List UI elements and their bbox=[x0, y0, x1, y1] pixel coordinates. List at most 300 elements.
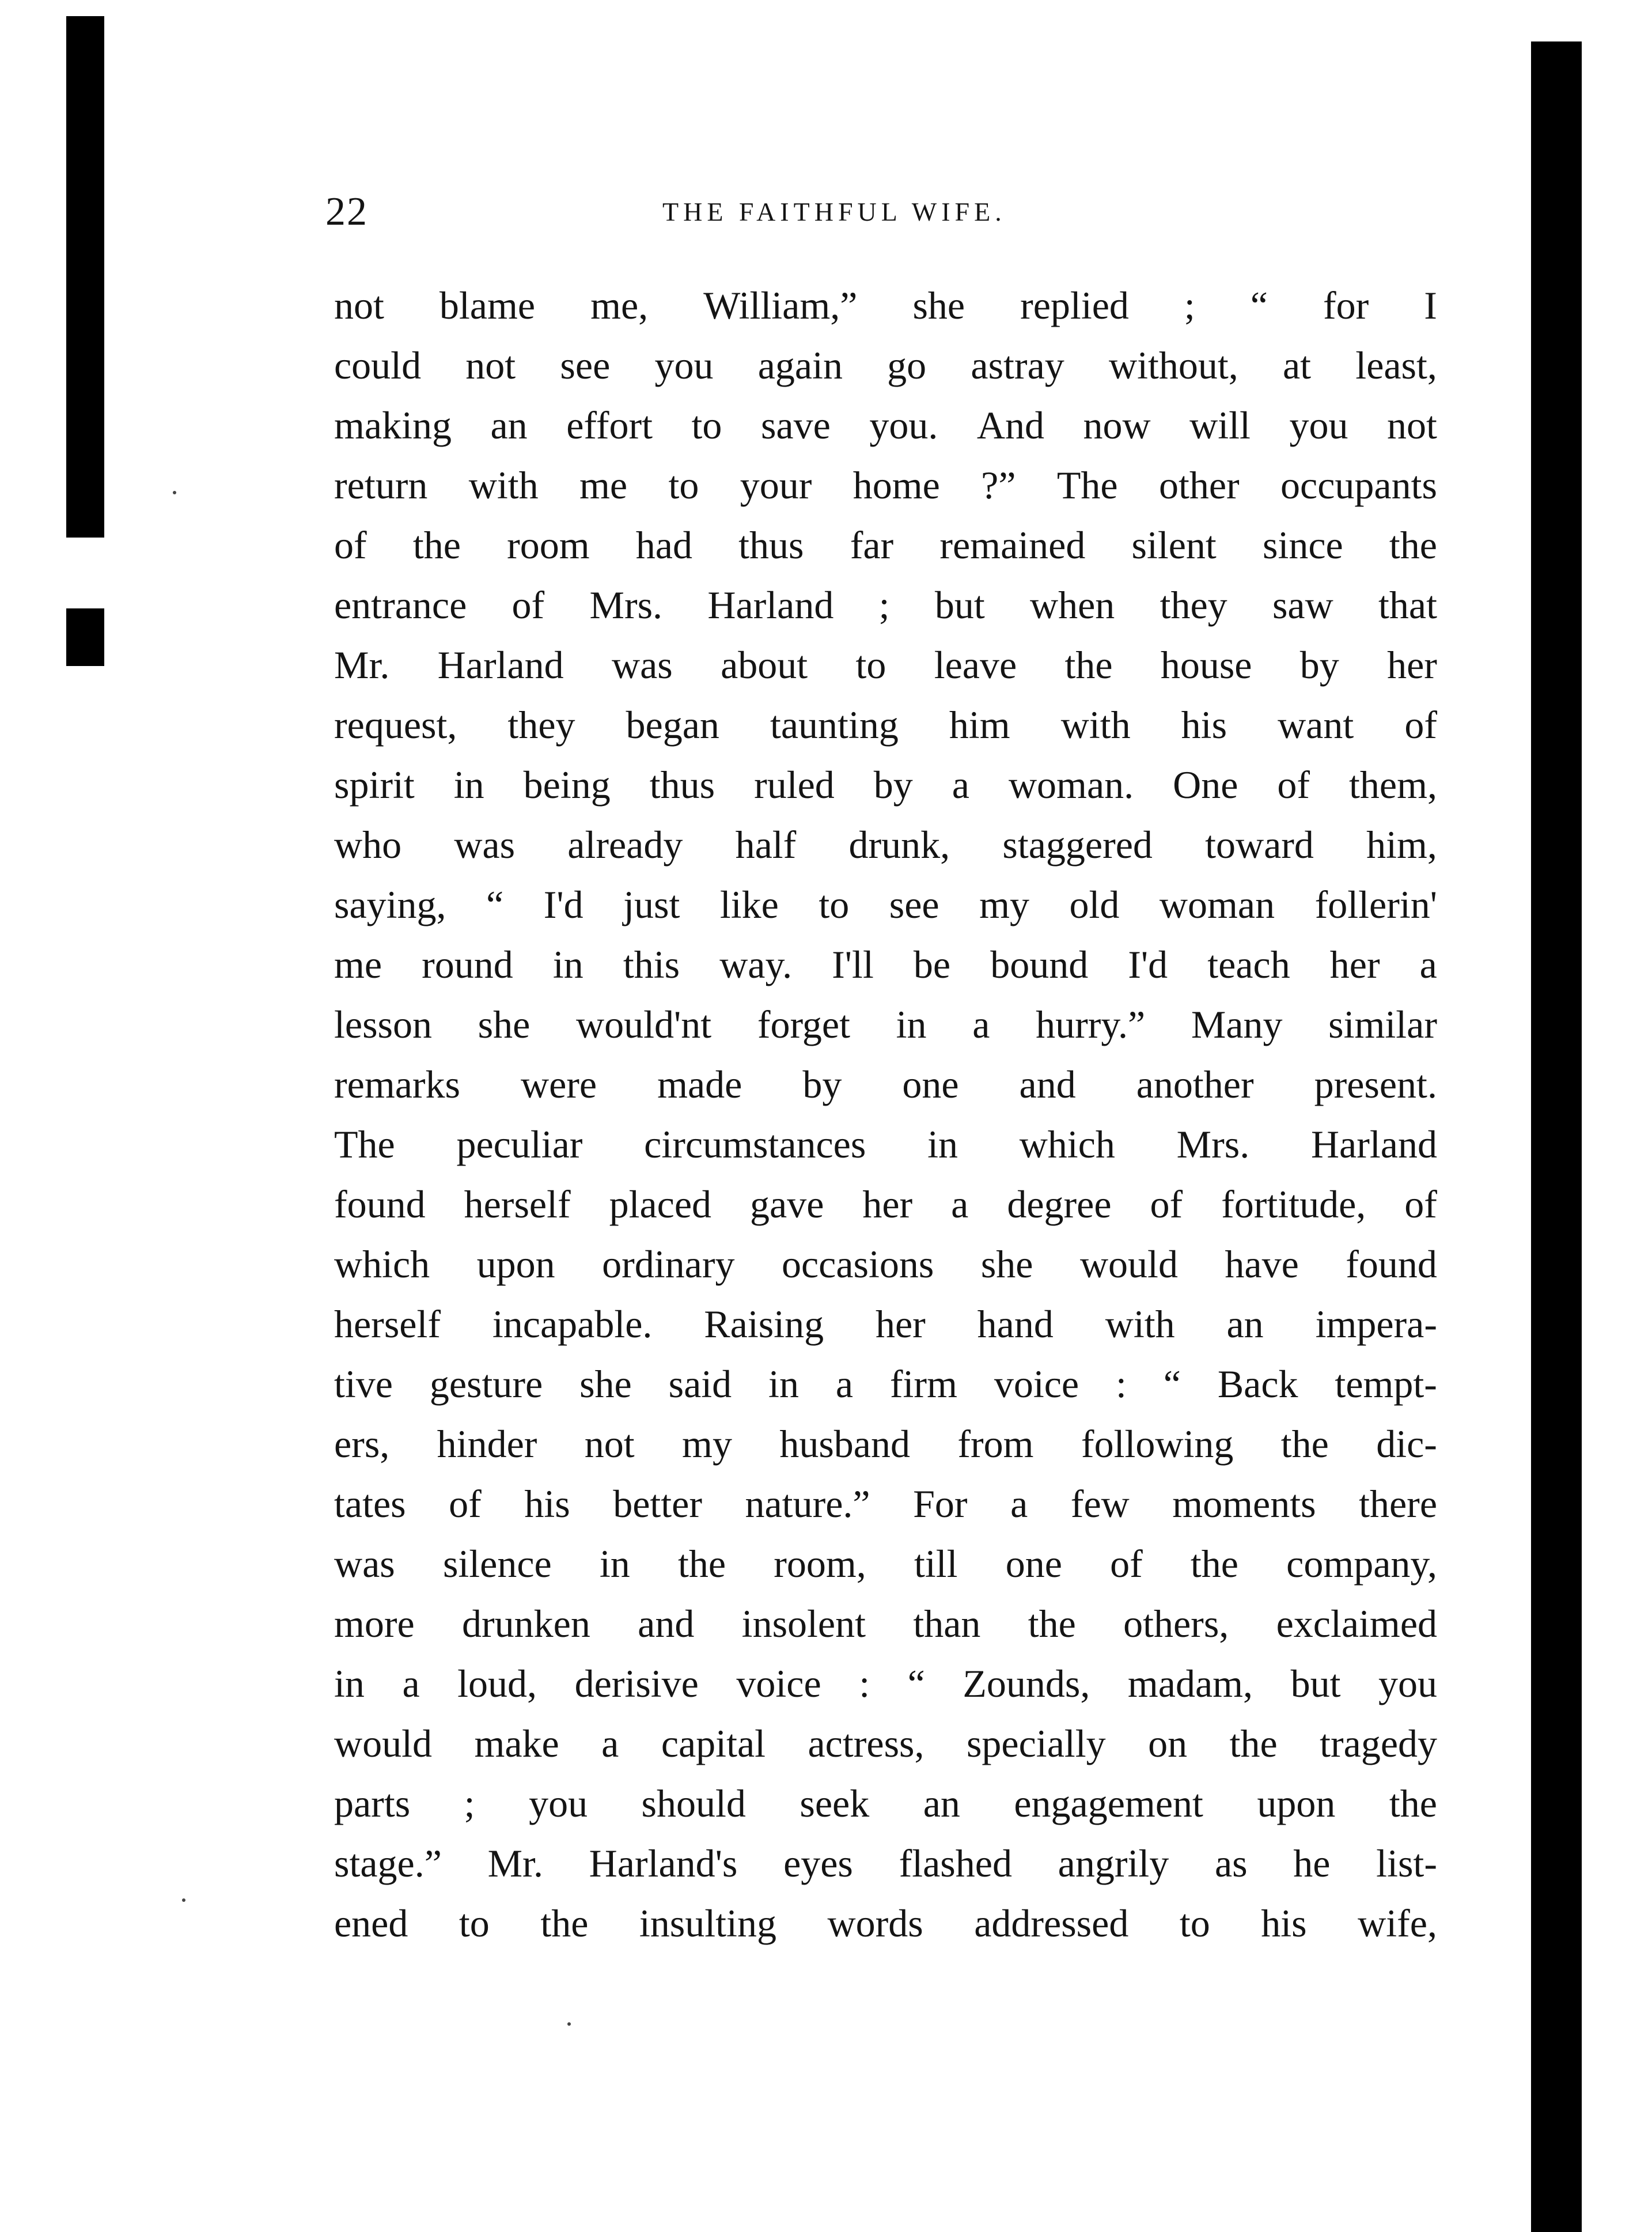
word: Harland bbox=[437, 643, 564, 687]
word: parts bbox=[334, 1781, 411, 1825]
word: company, bbox=[1286, 1542, 1437, 1586]
word: ers, bbox=[334, 1422, 390, 1466]
word: husband bbox=[779, 1422, 910, 1466]
word: to bbox=[668, 463, 699, 507]
scan-edge-mark-left bbox=[66, 608, 104, 666]
word: said bbox=[668, 1362, 732, 1406]
word: be bbox=[913, 943, 951, 986]
word: Zounds, bbox=[963, 1662, 1090, 1705]
word: ?” bbox=[981, 463, 1016, 507]
word: of bbox=[1404, 703, 1437, 747]
word: similar bbox=[1328, 1002, 1437, 1046]
word: toward bbox=[1205, 823, 1314, 867]
word: not bbox=[334, 283, 384, 327]
word: you bbox=[529, 1781, 588, 1825]
word: : bbox=[1115, 1362, 1127, 1406]
text-line bbox=[334, 1534, 1437, 1594]
word: thus bbox=[738, 523, 804, 567]
word: least, bbox=[1355, 343, 1437, 387]
word: angrily bbox=[1058, 1841, 1169, 1885]
word: dic- bbox=[1376, 1422, 1437, 1466]
word: more bbox=[334, 1602, 415, 1645]
word: And bbox=[976, 403, 1044, 447]
word: his bbox=[1261, 1901, 1307, 1945]
word: than bbox=[913, 1602, 981, 1645]
word: taunting bbox=[770, 703, 899, 747]
word: room, bbox=[774, 1542, 866, 1586]
word: in bbox=[927, 1122, 958, 1166]
word: tragedy bbox=[1320, 1722, 1437, 1765]
word: of bbox=[1277, 763, 1310, 807]
word: : bbox=[859, 1662, 870, 1705]
word: she bbox=[579, 1362, 632, 1406]
word: entrance bbox=[334, 583, 467, 627]
word: a bbox=[402, 1662, 420, 1705]
text-line bbox=[334, 395, 1437, 455]
word: an bbox=[923, 1781, 960, 1825]
word: few bbox=[1070, 1482, 1130, 1526]
word: found bbox=[1346, 1242, 1437, 1286]
word: his bbox=[524, 1482, 570, 1526]
word: teach bbox=[1207, 943, 1290, 986]
word: woman. bbox=[1008, 763, 1134, 807]
word: “ bbox=[1250, 283, 1268, 327]
word: incapable. bbox=[492, 1302, 653, 1346]
text-line bbox=[334, 575, 1437, 635]
word: they bbox=[1160, 583, 1227, 627]
word: she bbox=[478, 1002, 531, 1046]
word: a bbox=[835, 1362, 854, 1406]
word: engagement bbox=[1014, 1781, 1203, 1825]
word: present. bbox=[1314, 1062, 1437, 1106]
text-line bbox=[334, 1713, 1437, 1773]
text-line bbox=[334, 755, 1437, 815]
text-line bbox=[334, 635, 1437, 695]
word: tates bbox=[334, 1482, 406, 1526]
word: placed bbox=[609, 1182, 712, 1226]
word: from bbox=[957, 1422, 1034, 1466]
word: Mr. bbox=[334, 643, 390, 687]
word: would'nt bbox=[576, 1002, 712, 1046]
word: by bbox=[802, 1062, 842, 1106]
text-line bbox=[334, 1773, 1437, 1833]
word: old bbox=[1069, 883, 1120, 926]
word: in bbox=[334, 1662, 365, 1705]
word: the bbox=[1389, 1781, 1437, 1825]
word: seek bbox=[800, 1781, 870, 1825]
word: to bbox=[691, 403, 722, 447]
word: upon bbox=[476, 1242, 555, 1286]
word: when bbox=[1030, 583, 1115, 627]
word: for bbox=[1323, 283, 1369, 327]
word: about bbox=[721, 643, 808, 687]
word: at bbox=[1283, 343, 1312, 387]
word: drunk, bbox=[848, 823, 950, 867]
text-line bbox=[334, 1294, 1437, 1354]
word: were bbox=[521, 1062, 597, 1106]
word: the bbox=[1280, 1422, 1329, 1466]
word: me bbox=[334, 943, 382, 986]
word: a bbox=[1419, 943, 1437, 986]
word: Back bbox=[1217, 1362, 1298, 1406]
word: astray bbox=[971, 343, 1064, 387]
word: voice bbox=[736, 1662, 821, 1705]
word: Mr. bbox=[487, 1841, 543, 1885]
scan-edge-bar-left bbox=[66, 16, 104, 538]
word: an bbox=[1226, 1302, 1264, 1346]
word: my bbox=[682, 1422, 732, 1466]
word: the bbox=[1190, 1542, 1238, 1586]
word: me bbox=[579, 463, 628, 507]
word: him bbox=[949, 703, 1010, 747]
word: One bbox=[1173, 763, 1238, 807]
word: found bbox=[334, 1182, 426, 1226]
word: half bbox=[735, 823, 797, 867]
word: ; bbox=[878, 583, 890, 627]
word: saw bbox=[1272, 583, 1333, 627]
word: flashed bbox=[899, 1841, 1012, 1885]
word: The bbox=[334, 1122, 395, 1166]
word: making bbox=[334, 403, 452, 447]
word: but bbox=[1290, 1662, 1341, 1705]
word: wife, bbox=[1358, 1901, 1437, 1945]
word: ordinary bbox=[602, 1242, 735, 1286]
word: will bbox=[1189, 403, 1251, 447]
word: her bbox=[862, 1182, 913, 1226]
word: him, bbox=[1366, 823, 1437, 867]
word: this bbox=[623, 943, 680, 986]
word: specially bbox=[966, 1722, 1106, 1765]
body-text bbox=[334, 275, 1437, 1953]
running-title: THE FAITHFUL WIFE. bbox=[662, 197, 1006, 226]
text-line bbox=[334, 1174, 1437, 1234]
word: being bbox=[523, 763, 611, 807]
word: Mrs. bbox=[589, 583, 663, 627]
word: was bbox=[454, 823, 516, 867]
word: nature.” bbox=[745, 1482, 870, 1526]
word: and bbox=[1019, 1062, 1076, 1106]
word: occasions bbox=[781, 1242, 934, 1286]
text-line bbox=[334, 1354, 1437, 1414]
word: exclaimed bbox=[1276, 1602, 1437, 1645]
word: would bbox=[334, 1722, 432, 1765]
word: For bbox=[913, 1482, 968, 1526]
word: moments bbox=[1172, 1482, 1316, 1526]
word: insolent bbox=[741, 1602, 866, 1645]
word: the bbox=[1028, 1602, 1076, 1645]
word: drunken bbox=[462, 1602, 590, 1645]
word: a bbox=[601, 1722, 619, 1765]
word: firm bbox=[889, 1362, 957, 1406]
word: Harland's bbox=[589, 1841, 738, 1885]
word: by bbox=[873, 763, 913, 807]
word: “ bbox=[486, 883, 504, 926]
word: again bbox=[757, 343, 843, 387]
word: have bbox=[1225, 1242, 1299, 1286]
text-line bbox=[334, 455, 1437, 515]
word: go bbox=[887, 343, 927, 387]
word: the bbox=[1064, 643, 1113, 687]
word: round bbox=[422, 943, 513, 986]
word: to bbox=[855, 643, 886, 687]
word: woman bbox=[1159, 883, 1275, 926]
word: The bbox=[1056, 463, 1118, 507]
word: save bbox=[760, 403, 831, 447]
word: list- bbox=[1376, 1841, 1437, 1885]
word: since bbox=[1263, 523, 1343, 567]
word: with bbox=[1105, 1302, 1175, 1346]
word: see bbox=[560, 343, 611, 387]
word: they bbox=[507, 703, 575, 747]
word: addressed bbox=[974, 1901, 1129, 1945]
word: see bbox=[889, 883, 939, 926]
word: now bbox=[1083, 403, 1151, 447]
word: tive bbox=[334, 1362, 393, 1406]
word: bound bbox=[990, 943, 1089, 986]
word: in bbox=[896, 1002, 927, 1046]
word: a bbox=[952, 763, 969, 807]
word: I'll bbox=[832, 943, 874, 986]
word: circumstances bbox=[644, 1122, 866, 1166]
word: had bbox=[635, 523, 692, 567]
word: the bbox=[540, 1901, 589, 1945]
word: in bbox=[768, 1362, 799, 1406]
word: “ bbox=[907, 1662, 925, 1705]
text-line bbox=[334, 1594, 1437, 1654]
word: tempt- bbox=[1335, 1362, 1437, 1406]
word: another bbox=[1136, 1062, 1254, 1106]
word: make bbox=[474, 1722, 559, 1765]
word: hand bbox=[977, 1302, 1054, 1346]
word: the bbox=[412, 523, 461, 567]
word: should bbox=[641, 1781, 746, 1825]
page-number: 22 bbox=[325, 190, 368, 234]
word: them, bbox=[1349, 763, 1437, 807]
word: others, bbox=[1123, 1602, 1229, 1645]
word: a bbox=[951, 1182, 969, 1226]
word: blame bbox=[439, 283, 536, 327]
word: she bbox=[912, 283, 965, 327]
word: gave bbox=[750, 1182, 824, 1226]
word: one bbox=[1005, 1542, 1062, 1586]
text-line bbox=[334, 1114, 1437, 1174]
word: degree bbox=[1007, 1182, 1112, 1226]
word: way. bbox=[719, 943, 793, 986]
word: was bbox=[612, 643, 673, 687]
text-line bbox=[334, 935, 1437, 994]
word: like bbox=[719, 883, 779, 926]
word: words bbox=[827, 1901, 923, 1945]
word: Many bbox=[1191, 1002, 1283, 1046]
word: herself bbox=[334, 1302, 441, 1346]
word: voice bbox=[994, 1362, 1079, 1406]
word: would bbox=[1079, 1242, 1178, 1286]
word: I bbox=[1424, 283, 1437, 327]
word: her bbox=[1329, 943, 1380, 986]
word: of bbox=[449, 1482, 482, 1526]
scan-speck bbox=[182, 1898, 185, 1902]
word: you bbox=[1378, 1662, 1437, 1705]
word: on bbox=[1148, 1722, 1188, 1765]
word: ened bbox=[334, 1901, 408, 1945]
word: in bbox=[599, 1542, 630, 1586]
scan-edge-bar-right bbox=[1531, 41, 1582, 2232]
word: which bbox=[1019, 1122, 1115, 1166]
scan-speck bbox=[173, 491, 176, 494]
word: stage.” bbox=[334, 1841, 442, 1885]
text-line bbox=[334, 1054, 1437, 1114]
word: gesture bbox=[429, 1362, 543, 1406]
word: of bbox=[1110, 1542, 1143, 1586]
word: insulting bbox=[639, 1901, 776, 1945]
word: her bbox=[875, 1302, 926, 1346]
word: there bbox=[1359, 1482, 1437, 1526]
word: better bbox=[613, 1482, 702, 1526]
text-line bbox=[334, 275, 1437, 335]
word: my bbox=[979, 883, 1029, 926]
word: loud, bbox=[457, 1662, 537, 1705]
word: already bbox=[567, 823, 683, 867]
word: follerin' bbox=[1314, 883, 1437, 926]
text-line bbox=[334, 695, 1437, 755]
text-line bbox=[334, 875, 1437, 935]
word: thus bbox=[649, 763, 715, 807]
word: ruled bbox=[754, 763, 835, 807]
word: hurry.” bbox=[1036, 1002, 1146, 1046]
word: me, bbox=[590, 283, 649, 327]
word: to bbox=[819, 883, 850, 926]
word: effort bbox=[566, 403, 653, 447]
word: to bbox=[459, 1901, 490, 1945]
word: William,” bbox=[703, 283, 858, 327]
word: ; bbox=[1184, 283, 1195, 327]
word: but bbox=[934, 583, 985, 627]
word: leave bbox=[934, 643, 1017, 687]
word: he bbox=[1293, 1841, 1331, 1885]
word: Mrs. bbox=[1176, 1122, 1250, 1166]
word: the bbox=[1229, 1722, 1278, 1765]
word: lesson bbox=[334, 1002, 432, 1046]
text-line bbox=[334, 335, 1437, 395]
word: was bbox=[334, 1542, 395, 1586]
word: I'd bbox=[1128, 943, 1168, 986]
word: Harland bbox=[707, 583, 834, 627]
word: his bbox=[1181, 703, 1227, 747]
word: you bbox=[654, 343, 714, 387]
text-line bbox=[334, 815, 1437, 875]
word: of bbox=[511, 583, 545, 627]
word: could bbox=[334, 343, 422, 387]
word: an bbox=[490, 403, 528, 447]
word: following bbox=[1081, 1422, 1234, 1466]
word: room bbox=[507, 523, 590, 567]
word: capital bbox=[661, 1722, 766, 1765]
word: as bbox=[1214, 1841, 1248, 1885]
word: actress, bbox=[808, 1722, 924, 1765]
word: Harland bbox=[1310, 1122, 1437, 1166]
word: madam, bbox=[1127, 1662, 1253, 1705]
text-line bbox=[334, 1833, 1437, 1893]
word: fortitude, bbox=[1221, 1182, 1366, 1226]
text-line bbox=[334, 1474, 1437, 1534]
word: silent bbox=[1131, 523, 1217, 567]
word: not bbox=[584, 1422, 635, 1466]
word: impera- bbox=[1315, 1302, 1437, 1346]
word: of bbox=[1404, 1182, 1437, 1226]
word: just bbox=[623, 883, 680, 926]
word: saying, bbox=[334, 883, 446, 926]
text-line bbox=[334, 1893, 1437, 1953]
word: she bbox=[980, 1242, 1033, 1286]
word: you. bbox=[869, 403, 938, 447]
word: your bbox=[740, 463, 812, 507]
word: remarks bbox=[334, 1062, 461, 1106]
text-line bbox=[334, 994, 1437, 1054]
word: forget bbox=[757, 1002, 850, 1046]
word: a bbox=[1010, 1482, 1028, 1526]
word: not bbox=[465, 343, 516, 387]
word: who bbox=[334, 823, 402, 867]
word: one bbox=[902, 1062, 959, 1106]
word: upon bbox=[1257, 1781, 1336, 1825]
word: with bbox=[1060, 703, 1131, 747]
word: till bbox=[914, 1542, 958, 1586]
word: which bbox=[334, 1242, 430, 1286]
word: ; bbox=[464, 1781, 475, 1825]
word: and bbox=[638, 1602, 695, 1645]
word: “ bbox=[1163, 1362, 1181, 1406]
word: want bbox=[1278, 703, 1354, 747]
word: of bbox=[334, 523, 367, 567]
word: that bbox=[1378, 583, 1437, 627]
word: derisive bbox=[574, 1662, 699, 1705]
word: to bbox=[1179, 1901, 1210, 1945]
word: in bbox=[453, 763, 484, 807]
word: the bbox=[677, 1542, 726, 1586]
word: without, bbox=[1108, 343, 1238, 387]
word: occupants bbox=[1280, 463, 1437, 507]
word: silence bbox=[442, 1542, 552, 1586]
word: staggered bbox=[1002, 823, 1153, 867]
word: hinder bbox=[437, 1422, 537, 1466]
word: remained bbox=[939, 523, 1086, 567]
word: Raising bbox=[704, 1302, 824, 1346]
word: eyes bbox=[783, 1841, 853, 1885]
word: you bbox=[1289, 403, 1348, 447]
word: other bbox=[1158, 463, 1240, 507]
word: began bbox=[626, 703, 719, 747]
word: by bbox=[1299, 643, 1339, 687]
word: a bbox=[972, 1002, 990, 1046]
word: her bbox=[1387, 643, 1437, 687]
word: request, bbox=[334, 703, 457, 747]
word: return bbox=[334, 463, 428, 507]
text-line bbox=[334, 1414, 1437, 1474]
word: not bbox=[1387, 403, 1437, 447]
word: spirit bbox=[334, 763, 415, 807]
word: far bbox=[850, 523, 894, 567]
word: with bbox=[468, 463, 539, 507]
word: the bbox=[1389, 523, 1437, 567]
word: in bbox=[552, 943, 583, 986]
word: made bbox=[657, 1062, 742, 1106]
text-line bbox=[334, 1234, 1437, 1294]
scan-speck bbox=[567, 2022, 571, 2026]
running-head bbox=[325, 183, 1429, 241]
text-line bbox=[334, 1654, 1437, 1713]
word: peculiar bbox=[456, 1122, 583, 1166]
word: home bbox=[852, 463, 940, 507]
